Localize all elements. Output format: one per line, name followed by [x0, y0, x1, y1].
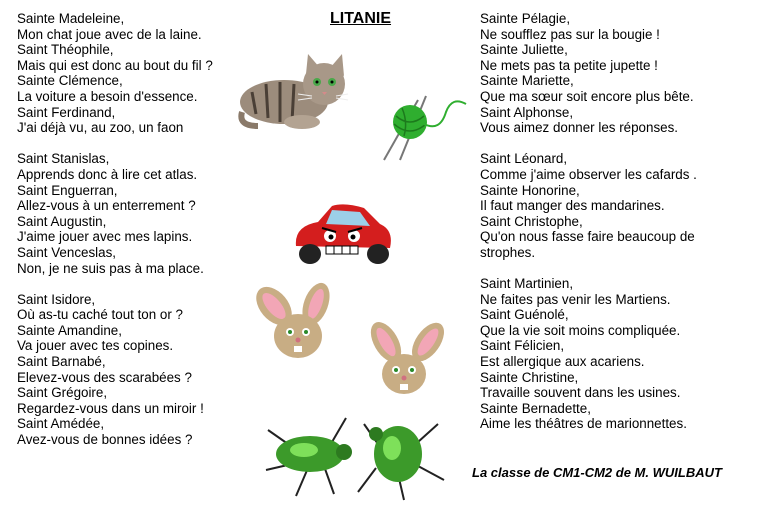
- poem-line: Est allergique aux acariens.: [480, 354, 645, 370]
- rabbit-illustration: [252, 282, 338, 362]
- poem-line: Avez-vous de bonnes idées ?: [17, 432, 193, 448]
- poem-line: Saint Alphonse,: [480, 104, 574, 120]
- poem-line: Saint Ferdinand,: [17, 104, 116, 120]
- poem-line: Ne soufflez pas sur la bougie !: [480, 26, 660, 42]
- poem-line: Sainte Bernadette,: [480, 400, 591, 416]
- poem-line: Saint Barnabé,: [17, 354, 106, 370]
- poem-line: Elevez-vous des scarabées ?: [17, 369, 192, 385]
- poem-line: Saint Léonard,: [480, 151, 568, 167]
- poem-line: Aime les théâtres de marionnettes.: [480, 416, 687, 432]
- poem-title: LITANIE: [330, 10, 392, 27]
- poem-line: Regardez-vous dans un miroir !: [17, 400, 204, 416]
- poem-line: Sainte Amandine,: [17, 322, 122, 338]
- poem-line: J'ai déjà vu, au zoo, un faon: [17, 120, 184, 136]
- poem-line: Ne mets pas ta petite jupette !: [480, 57, 658, 73]
- poem-line: Travaille souvent dans les usines.: [480, 385, 681, 401]
- poem-line: Sainte Christine,: [480, 369, 579, 385]
- poem-line: Que la vie soit moins compliquée.: [480, 322, 681, 338]
- left-stanza: [17, 151, 213, 276]
- class-credit: La classe de CM1-CM2 de M. WUILBAUT: [472, 465, 722, 480]
- poem-line: Que ma sœur soit encore plus bête.: [480, 88, 694, 104]
- poem-line: Il faut manger des mandarines.: [480, 198, 665, 214]
- poem-line: Sainte Honorine,: [480, 182, 580, 198]
- poem-line: Saint Enguerran,: [17, 182, 118, 198]
- poem-line: Qu'on nous fasse faire beaucoup de: [480, 229, 695, 245]
- poem-line: Mais qui est donc au bout du fil ?: [17, 57, 213, 73]
- beetles-illustration: [258, 404, 458, 504]
- poem-line: Sainte Pélagie,: [480, 11, 571, 26]
- poem-line: strophes.: [480, 244, 536, 260]
- poem-line: Saint Théophile,: [17, 42, 114, 58]
- yarn-ball-illustration: [380, 92, 470, 162]
- poem-line: Vous aimez donner les réponses.: [480, 120, 679, 136]
- poem-line: Apprends donc à lire cet atlas.: [17, 166, 198, 182]
- right-column: [480, 11, 697, 448]
- poem-line: Mon chat joue avec de la laine.: [17, 26, 202, 42]
- poem-line: Sainte Madeleine,: [17, 11, 125, 26]
- poem-line: Sainte Juliette,: [480, 42, 568, 58]
- right-stanza: [480, 151, 697, 260]
- poem-line: Comme j'aime observer les cafards .: [480, 166, 697, 182]
- angry-car-illustration: [288, 200, 398, 270]
- poem-line: Saint Stanislas,: [17, 151, 110, 167]
- right-stanza: [480, 11, 697, 136]
- right-stanza: [480, 276, 697, 432]
- poem-line: Sainte Clémence,: [17, 73, 123, 89]
- poem-line: Saint Grégoire,: [17, 385, 108, 401]
- poem-line: Où as-tu caché tout ton or ?: [17, 307, 183, 323]
- poem-line: Saint Guénolé,: [480, 307, 569, 323]
- poem-line: Saint Amédée,: [17, 416, 105, 432]
- poem-line: Saint Venceslas,: [17, 244, 117, 260]
- poem-line: La voiture a besoin d'essence.: [17, 88, 198, 104]
- cat-illustration: [232, 52, 352, 134]
- poem-line: Va jouer avec tes copines.: [17, 338, 174, 354]
- poem-line: Saint Félicien,: [480, 338, 565, 354]
- poem-line: Allez-vous à un enterrement ?: [17, 198, 196, 214]
- poem-line: Saint Isidore,: [17, 291, 96, 307]
- poem-line: Non, je ne suis pas à ma place.: [17, 260, 204, 276]
- left-stanza: [17, 292, 213, 448]
- poem-line: Saint Augustin,: [17, 213, 107, 229]
- poem-line: Sainte Mariette,: [480, 73, 574, 89]
- left-stanza: [17, 11, 213, 136]
- poem-line: Saint Christophe,: [480, 213, 583, 229]
- rabbit-illustration-2: [364, 318, 450, 398]
- poem-line: Ne faites pas venir les Martiens.: [480, 291, 671, 307]
- poem-line: J'aime jouer avec mes lapins.: [17, 229, 193, 245]
- poem-line: Saint Martinien,: [480, 276, 574, 292]
- left-column: [17, 11, 213, 463]
